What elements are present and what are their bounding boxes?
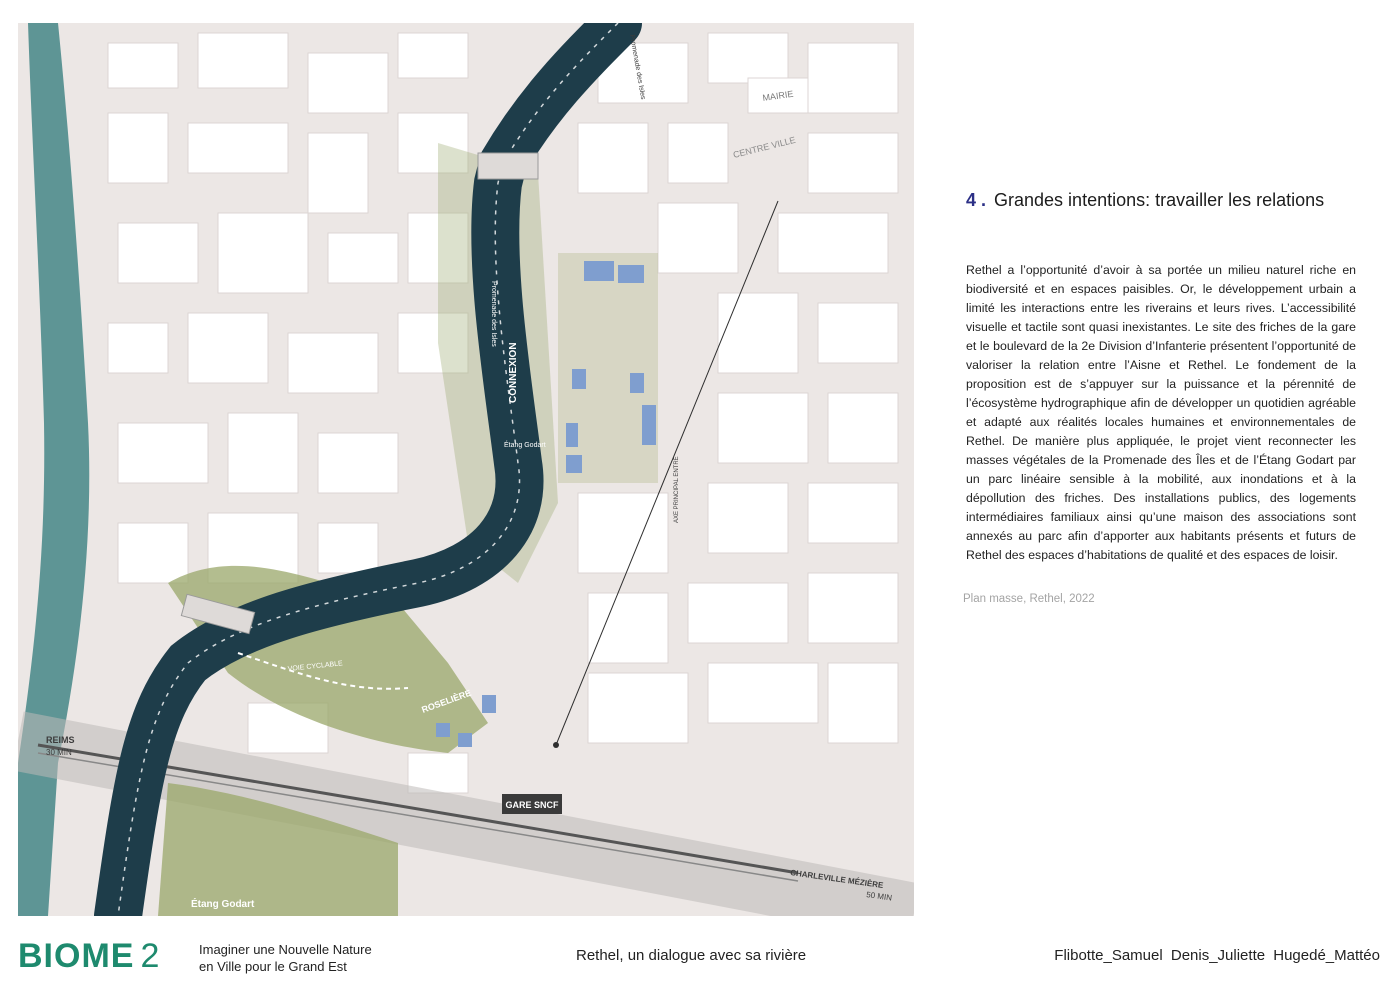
building — [118, 423, 208, 483]
roof — [566, 455, 582, 473]
building — [828, 393, 898, 463]
label-reims: REIMS — [46, 735, 75, 745]
building — [318, 433, 398, 493]
building — [188, 123, 288, 173]
logo-text: BIOME — [18, 937, 135, 975]
building — [808, 573, 898, 643]
building — [588, 673, 688, 743]
main-axis-end — [553, 742, 559, 748]
label-voie-cyclable: VOIE CYCLABLE — [287, 660, 344, 673]
label-mairie: MAIRIE — [761, 88, 794, 103]
label-charleville-time: 50 MIN — [865, 890, 893, 903]
building — [308, 133, 368, 213]
building — [308, 53, 388, 113]
building — [828, 663, 898, 743]
label-charleville: CHARLEVILLE MÉZIÈRE — [789, 868, 884, 891]
roof — [630, 373, 644, 393]
label-axe-principal: AXE PRINCIPAL ENTRE — [674, 456, 680, 523]
building — [578, 493, 668, 573]
site-plan-drawing — [18, 23, 914, 916]
gare-sncf — [502, 794, 562, 814]
label-etang-godart-mid: Étang Godart — [504, 442, 546, 449]
building — [588, 593, 668, 663]
section-heading — [966, 190, 1366, 211]
building — [188, 313, 268, 383]
roof — [572, 369, 586, 389]
building — [198, 33, 288, 88]
building — [108, 113, 168, 183]
building — [408, 753, 468, 793]
housing-gardens — [558, 253, 658, 483]
building — [108, 43, 178, 88]
roof — [642, 405, 656, 445]
building — [318, 523, 378, 573]
building — [118, 523, 188, 583]
building — [288, 333, 378, 393]
building — [218, 213, 308, 293]
building — [708, 33, 788, 83]
building — [118, 223, 198, 283]
building — [328, 233, 398, 283]
building — [808, 43, 898, 113]
roof — [566, 423, 578, 447]
roof — [482, 695, 496, 713]
building — [228, 413, 298, 493]
footer-tagline — [199, 941, 372, 975]
roof — [584, 261, 614, 281]
plan-caption: Plan masse, Rethel, 2022 — [963, 593, 1095, 605]
building — [708, 483, 788, 553]
label-reims-time: 30 MIN — [46, 748, 72, 757]
tagline-line-1: Imaginer une Nouvelle Nature — [199, 942, 372, 957]
label-etang-godart-bottom: Étang Godart — [191, 899, 255, 910]
label-promenade-mid: Promenade des Isles — [490, 281, 497, 347]
building — [718, 393, 808, 463]
label-promenade-top: Promenade des Isles — [628, 34, 647, 101]
roof — [618, 265, 644, 283]
roof — [436, 723, 450, 737]
gare-sncf-label: GARE SNCF — [505, 800, 559, 810]
building — [818, 303, 898, 363]
label-connexion: CONNEXION — [508, 342, 519, 403]
authors: Flibotte_Samuel Denis_Juliette Hugedé_Mattéo — [1054, 947, 1380, 964]
label-roseliere: ROSELIÈRE — [420, 687, 473, 715]
building — [808, 483, 898, 543]
site-plan — [18, 23, 914, 916]
building — [808, 133, 898, 193]
biome-logo — [18, 937, 160, 976]
section-title: Grandes intentions: travailler les relations — [994, 190, 1325, 210]
section-number: 4 . — [966, 190, 987, 210]
building — [718, 293, 798, 373]
building — [578, 123, 648, 193]
project-title: Rethel, un dialogue avec sa rivière — [576, 947, 807, 964]
label-centre-ville: CENTRE VILLE — [732, 134, 797, 160]
building — [108, 323, 168, 373]
building — [778, 213, 888, 273]
roof — [458, 733, 472, 747]
building — [688, 583, 788, 643]
building — [398, 33, 468, 78]
building — [708, 663, 818, 723]
building — [668, 123, 728, 183]
body-paragraph: Rethel a l’opportunité d’avoir à sa portée un milieu naturel riche en biodiversité et en espaces paisibles. Or, le développement urbain a limité les interactions entre les riverains et leurs rives. L’accessibilité visuelle et tactile sont quasi inexistantes. Le site des friches de la gare et le boulevard de la 2e Division d’Infanterie présentent l’opportunité de valoriser la relation entre l’Aisne et Rethel. Le fondement de la proposition est de s’appuyer sur la puissance et la pérennité de l’écosystème hydrographique afin de développer un quotidien agréable et adapté aux réalités locales humaines et environnementales de Rethel. De manière plus appliquée, le projet vient reconnecter les masses végétales de la Promenade des Îles et de l’Étang Godart par un parc linéaire sensible à la mobilité, aux inondations et à la dépollution des friches. Des installations publics, des logements intermédiaires familiaux ainsi qu’une maison des associations sont annexés au parc afin d’apporter aux habitants présents et futurs de Rethel des espaces d’habitations de qualité et des espaces de loisir. — [966, 263, 1356, 562]
bridge — [478, 153, 538, 179]
building — [658, 203, 738, 273]
logo-number: 2 — [140, 937, 161, 975]
tagline-line-2: en Ville pour le Grand Est — [199, 959, 347, 974]
